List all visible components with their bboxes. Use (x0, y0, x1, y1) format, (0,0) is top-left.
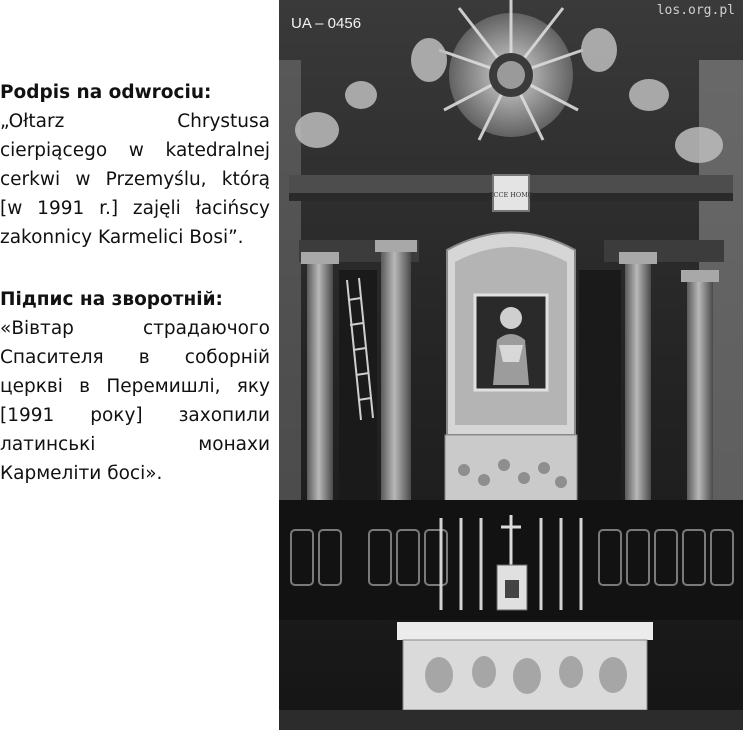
caption-column (0, 78, 270, 488)
inner-panel-right (579, 270, 621, 500)
caption-heading-ukrainian: Підпис на зворотній: (0, 289, 223, 310)
altar-photograph (279, 0, 743, 730)
tabernacle-door (505, 580, 519, 598)
caption-text-ukrainian: «Вівтар страдаючого Спасителя в соборній церкві в Перемишлі, яку [1991 року] захопили латинські монахи Кармеліти босі». (0, 318, 270, 484)
photo-id-label: UA – 0456 (291, 15, 362, 32)
central-icon-frame (447, 233, 575, 436)
caption-heading-polish: Podpis na odwrociu: (0, 82, 212, 103)
watermark-text: los.org.pl (656, 3, 735, 18)
altar-illustration (279, 0, 743, 730)
ecce-homo-plaque (489, 175, 533, 211)
plaque-text: ECCE HOMO (488, 191, 534, 199)
caption-text-polish: „Ołtarz Chrystusa cierpiącego w katedralnej cerkwi w Przemyślu, którą [w 1991 r.] zajęli łacińscy zakonnicy Karmelici Bosi”. (0, 111, 270, 248)
altar-table-top (397, 622, 653, 640)
floor (279, 710, 743, 730)
